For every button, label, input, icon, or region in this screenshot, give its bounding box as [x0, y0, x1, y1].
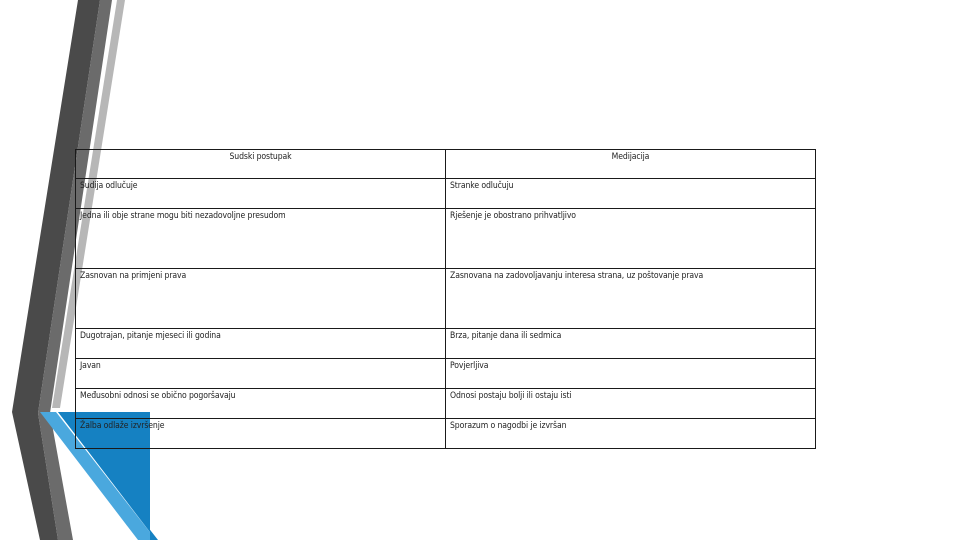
table-header-row: [76, 150, 816, 179]
table-row: [76, 209, 816, 269]
table-cell: Dugotrajan, pitanje mjeseci ili godina: [76, 329, 446, 359]
table-cell: Žalba odlaže izvršenje: [76, 419, 446, 449]
table-cell: Međusobni odnosi se obično pogoršavaju: [76, 389, 446, 419]
header-court-procedure: Sudski postupak: [76, 150, 446, 179]
table-row: [76, 329, 816, 359]
header-mediation: Medijacija: [446, 150, 816, 179]
table-cell: Stranke odlučuju: [446, 179, 816, 209]
table-cell: Odnosi postaju bolji ili ostaju isti: [446, 389, 816, 419]
table-cell: Javan: [76, 359, 446, 389]
table-row: [76, 389, 816, 419]
table-row: [76, 179, 816, 209]
table-cell: Zasnovana na zadovoljavanju interesa strana, uz poštovanje prava: [446, 269, 816, 329]
table-cell: Sporazum o nagodbi je izvršan: [446, 419, 816, 449]
table-row: [76, 359, 816, 389]
table-cell: Brza, pitanje dana ili sedmica: [446, 329, 816, 359]
table-cell: Sudija odlučuje: [76, 179, 446, 209]
table-cell: Jedna ili obje strane mogu biti nezadovoljne presudom: [76, 209, 446, 269]
table-row: [76, 269, 816, 329]
table-cell: Zasnovan na primjeni prava: [76, 269, 446, 329]
table-row: [76, 419, 816, 449]
table-cell: Povjerljiva: [446, 359, 816, 389]
table-cell: Rješenje je obostrano prihvatljivo: [446, 209, 816, 269]
comparison-table: [75, 149, 816, 449]
